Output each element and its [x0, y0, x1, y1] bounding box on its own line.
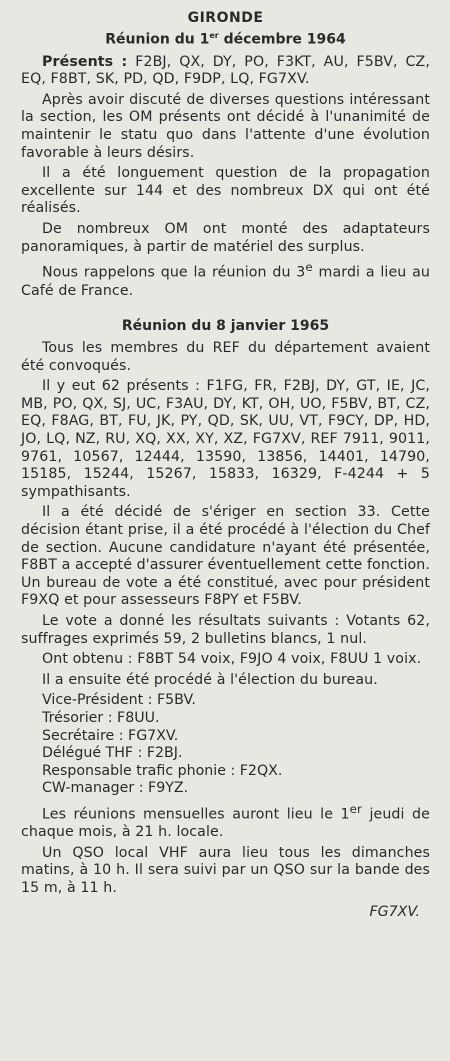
meeting1-heading-sup: er	[209, 31, 219, 40]
meeting2-paragraph-1: Tous les membres du REF du département avaient été convoqués.	[21, 340, 430, 374]
meeting1-attendance	[21, 54, 430, 89]
section-title: GIRONDE	[187, 10, 264, 26]
meeting1-heading-a: Réunion du 1	[105, 31, 210, 48]
meeting2-paragraph-7	[21, 801, 430, 842]
meeting1-p4-b: mardi a lieu au Café de France.	[21, 264, 430, 299]
meeting2-heading: Réunion du 8 janvier 1965	[121, 318, 330, 335]
office-vice-president: Vice-Président : F5BV.	[42, 692, 196, 709]
meeting2-p7-a: Les réunions mensuelles auront lieu le 1	[42, 806, 350, 823]
meeting2-paragraph-2: Il y eut 62 présents : F1FG, FR, F2BJ, DY, GT, IE, JC, MB, PO, QX, SJ, UC, F3AU, DY, KT, OH, UO, F5BV, BT, CZ, EQ, F8AG, BT, FU, JK, PY, QD, SK, UU, VT, F9CY, DP, HD, JO, LQ, NZ, RU, XQ, XX, XY, XZ, FG7XV, REF 7911, 9011, 9761, 10567, 12444, 13590, 13856, 14401, 14790, 15185, 15244, 15267, 15833, 16329, F-4244 + 5 sympathisants.	[21, 378, 430, 500]
meeting1-heading	[21, 31, 430, 48]
presents-list: F2BJ, QX, DY, PO, F3KT, AU, F5BV, CZ, EQ, F8BT, SK, PD, QD, F9DP, LQ, FG7XV.	[21, 53, 430, 88]
meeting2-p7-sup: er	[349, 801, 362, 816]
meeting1-heading-b: décembre 1964	[218, 31, 346, 48]
presents-label: Présents :	[42, 53, 128, 70]
office-cw-manager: CW-manager : F9YZ.	[42, 780, 189, 797]
meeting2-p7-b: jeudi de chaque mois, à 21 h. locale.	[21, 806, 430, 841]
meeting2-paragraph-8: Un QSO local VHF aura lieu tous les dimanches matins, à 10 h. Il sera suivi par un QSO sur la bande des 15 m, à 11 h.	[21, 844, 430, 897]
office-treasurer: Trésorier : F8UU.	[42, 709, 160, 726]
office-thf-delegate: Délégué THF : F2BJ.	[42, 745, 183, 762]
section-gap	[21, 303, 430, 318]
meeting1-paragraph-4	[21, 259, 430, 300]
meeting1-p4-a: Nous rappelons que la réunion du 3	[42, 264, 306, 281]
office-secretary: Secrétaire : FG7XV.	[42, 727, 179, 744]
meeting2-paragraph-3: Il a été décidé de s'ériger en section 33. Cette décision étant prise, il a été procédé à l'élection du Chef de section. Aucune candidature n'ayant été présentée, F8BT a accepté d'assurer éventuellement cette fonction. Un bureau de vote a été constitué, avec pour président F9XQ et pour assesseurs F8PY et F5BV.	[21, 504, 430, 609]
meeting1-paragraph-3: De nombreux OM ont monté des adaptateurs panoramiques, à partir de matériel des surplus.	[21, 221, 430, 255]
bureau-list	[21, 692, 430, 798]
meeting2-paragraph-5: Ont obtenu : F8BT 54 voix, F9JO 4 voix, F8UU 1 voix.	[42, 651, 422, 668]
office-phone-traffic: Responsable trafic phonie : F2QX.	[42, 762, 283, 779]
signature: FG7XV.	[369, 903, 420, 920]
meeting1-paragraph-2: Il a été longuement question de la propagation excellente sur 144 et des nombreux DX qui ont été réalisés.	[21, 165, 430, 217]
meeting2-paragraph-4: Le vote a donné les résultats suivants : Votants 62, suffrages exprimés 59, 2 bulletins blancs, 1 nul.	[21, 613, 430, 647]
meeting1-paragraph-1: Après avoir discuté de diverses questions intéressant la section, les OM présents ont décidé à l'unanimité de maintenir le statu quo dans l'attente d'une évolution favorable à leurs désirs.	[21, 91, 430, 161]
meeting2-paragraph-6: Il a ensuite été procédé à l'élection du bureau.	[42, 671, 378, 688]
meeting1-p4-sup: e	[305, 260, 313, 275]
